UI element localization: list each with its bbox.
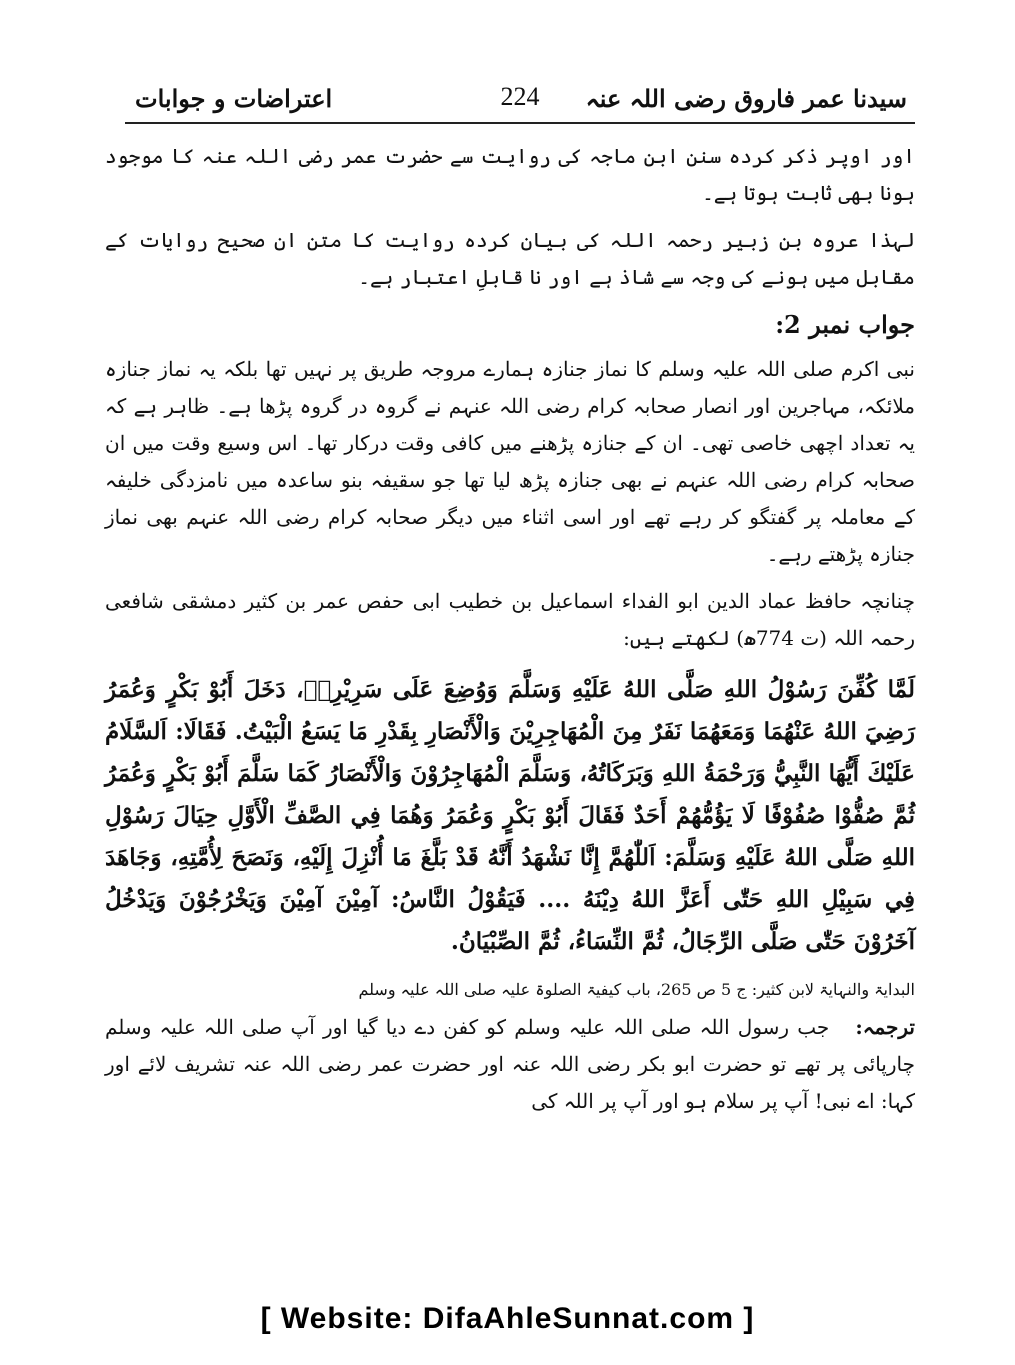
- paragraph-3: نبی اکرم صلی اللہ علیہ وسلم کا نماز جنازہ ہمارے مروجہ طریق پر نہیں تھا بلکہ یہ نماز جنازہ ملائکہ، مہاجرین اور انصار صحابہ کرام رضی اللہ عنہم نے گروہ در گروہ پڑھا ہے۔ ظاہر ہے کہ یہ تعداد اچھی خاصی تھی۔ ان کے جنازہ پڑھنے میں کافی وقت درکار تھا۔ اس وسیع وقت میں ان صحابہ کرام رضی اللہ عنہم نے بھی جنازہ پڑھ لیا تھا جو سقیفہ بنو ساعدہ میں نامزدگی خلیفہ کے معاملہ پر گفتگو کر رہے تھے اور اسی اثناء میں دیگر صحابہ کرام رضی اللہ عنہم بھی نماز جنازہ پڑھتے رہے۔: [105, 357, 915, 566]
- paragraph-4: چنانچہ حافظ عماد الدین ابو الفداء اسماعیل بن خطیب ابی حفص عمر بن کثیر دمشقی شافعی رحمہ اللہ (ت 774ھ) لکھتے ہیں:: [105, 589, 915, 650]
- book-title: سیدنا عمر فاروق رضی اللہ عنہ: [585, 84, 907, 113]
- paragraph-1: اور اوپر ذکر کردہ سنن ابن ماجہ کی روایت سے حضرت عمر رضی اللہ عنہ کا موجود ہونا بھی ثابت ہوتا ہے۔: [105, 144, 915, 205]
- arabic-quote: لَمَّا كُفِّنَ رَسُوْلُ اللهِ صَلَّى اللهُ عَلَيْهِ وَسَلَّمَ وَوُضِعَ عَلَى سَرِيْرِهٖ، دَخَلَ أَبُوْ بَكْرٍ وَعُمَرُ رَضِيَ اللهُ عَنْهُمَا وَمَعَهُمَا نَفَرٌ مِنَ الْمُهَاجِرِيْنَ وَالْأَنْصَارِ بِقَدْرِ مَا يَسَعُ الْبَيْتُ. فَقَالَا: اَلسَّلَامُ عَلَيْكَ أَيُّهَا النَّبِيُّ وَرَحْمَةُ اللهِ وَبَرَكَاتُهُ، وَسَلَّمَ الْمُهَاجِرُوْنَ وَالْأَنْصَارُ كَمَا سَلَّمَ أَبُوْ بَكْرٍ وَعُمَرُ ثُمَّ صُفُّوْا صُفُوْفًا لَا يَؤُمُّهُمْ أَحَدٌ فَقَالَ أَبُوْ بَكْرٍ وَعُمَرُ وَهُمَا فِي الصَّفِّ الْأَوَّلِ حِيَالَ رَسُوْلِ اللهِ صَلَّى اللهُ عَلَيْهِ وَسَلَّمَ: اَللّٰهُمَّ إِنَّا نَشْهَدُ أَنَّهُ قَدْ بَلَّغَ مَا أُنْزِلَ إِلَيْهِ، وَنَصَحَ لِأُمَّتِهِ، وَجَاهَدَ فِي سَبِيْلِ اللهِ حَتّٰى أَعَزَّ اللهُ دِيْنَهُ .... فَيَقُوْلُ النَّاسُ: آمِيْنَ آمِيْنَ وَيَخْرُجُوْنَ وَيَدْخُلُ آخَرُوْنَ حَتّٰى صَلَّى الرِّجَالُ، ثُمَّ النِّسَاءُ، ثُمَّ الصِّبْيَانُ.: [105, 676, 915, 955]
- translation-text: جب رسول اللہ صلی اللہ علیہ وسلم کو کفن دے دیا گیا اور آپ صلی اللہ علیہ وسلم چارپائی پر تھے تو حضرت ابو بکر رضی اللہ عنہ اور حضرت عمر رضی اللہ عنہ تشریف لائے اور کہا: اے نبی! آپ پر سلام ہو اور آپ پر اللہ کی: [105, 1015, 915, 1113]
- chapter-title: اعتراضات و جوابات: [135, 84, 333, 113]
- reference-citation: البدایۃ والنہایۃ لابن کثیر: ج 5 ص 265، باب کیفیۃ الصلوۃ علیہ صلی اللہ علیہ وسلم: [358, 980, 915, 999]
- translation-label: ترجمہ:: [855, 1015, 915, 1039]
- page-body: [105, 138, 915, 1120]
- page-header: [125, 78, 915, 124]
- translation-paragraph: [105, 1009, 915, 1120]
- website-banner: [ Website: DifaAhleSunnat.com ]: [260, 1302, 755, 1335]
- page-number: 224: [500, 82, 540, 111]
- paragraph-2: لہذا عروہ بن زبیر رحمہ اللہ کی بیان کردہ روایت کا متن ان صحیح روایات کے مقابل میں ہونے کی وجہ سے شاذ ہے اور نا قابلِ اعتبار ہے۔: [105, 228, 915, 289]
- answer-heading: جواب نمبر 2:: [775, 310, 915, 339]
